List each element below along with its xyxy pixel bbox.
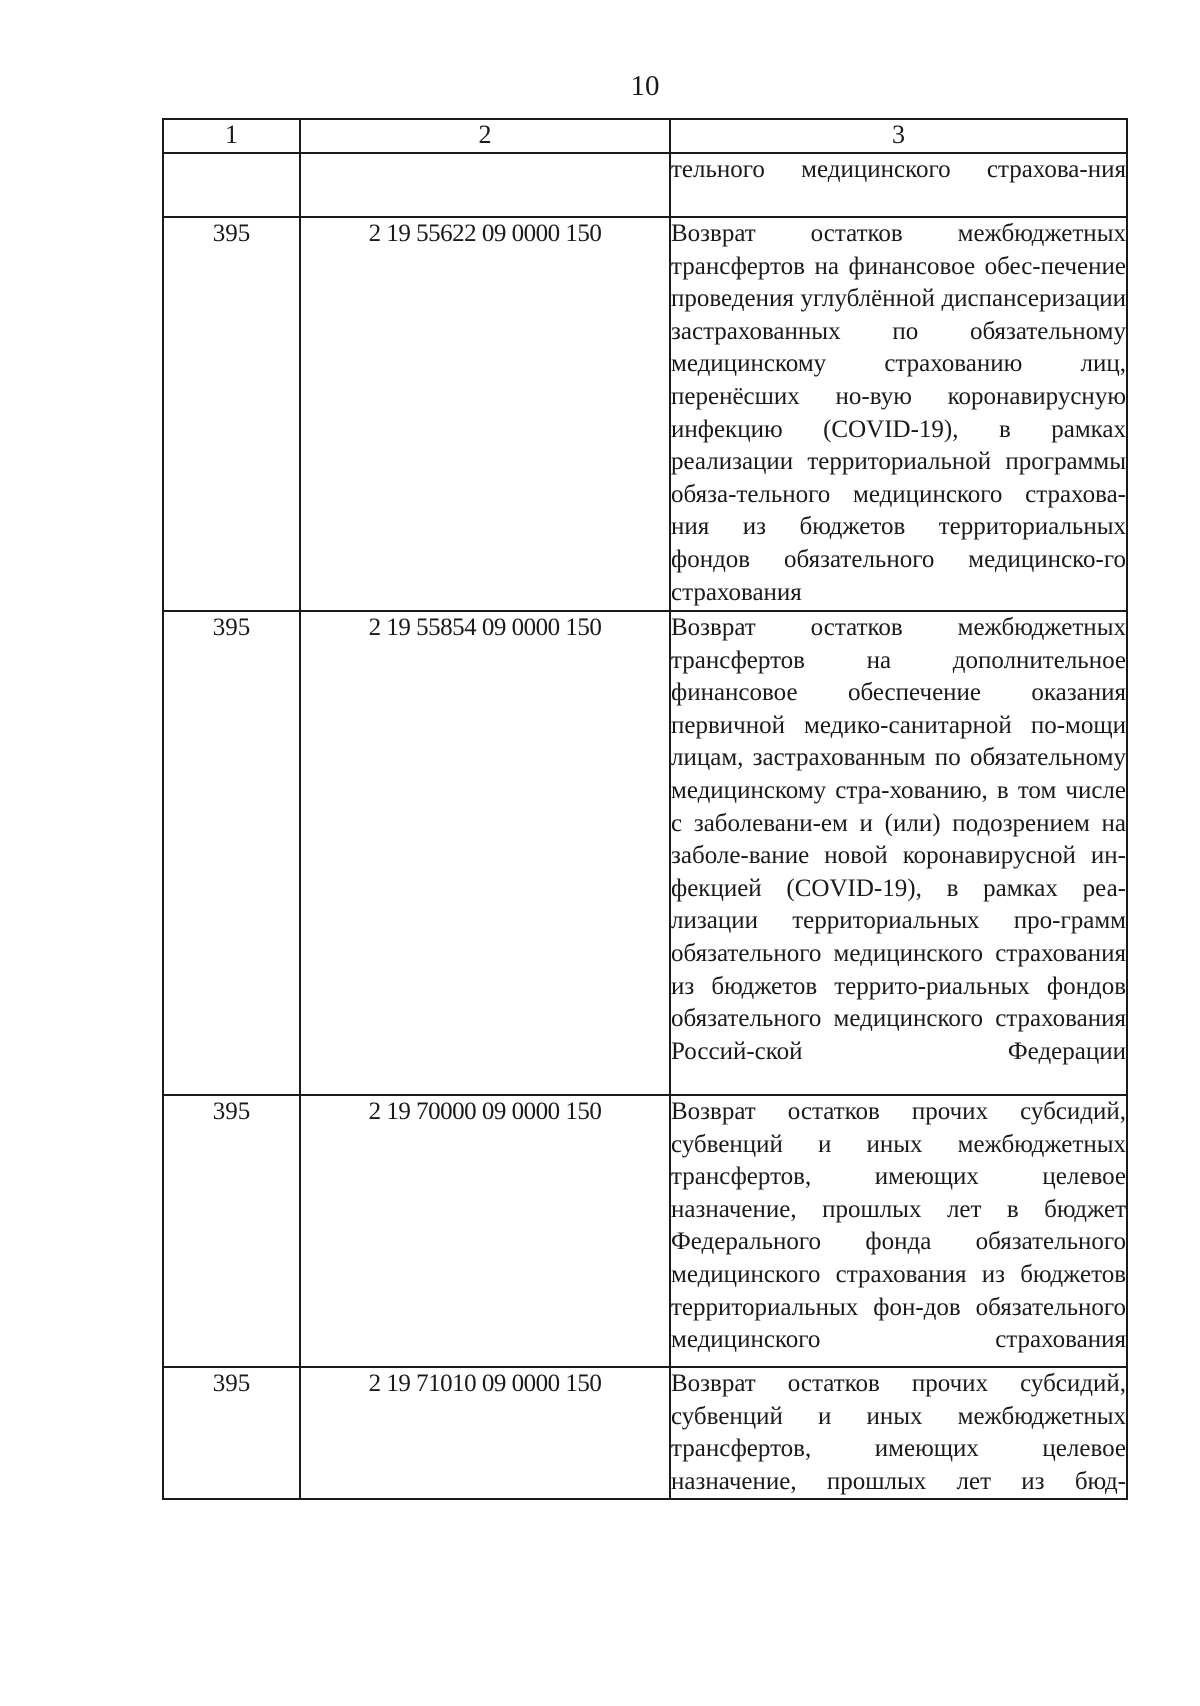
row-description-cell xyxy=(670,217,1127,611)
continuation-text: тельного медицинского страхова-ния xyxy=(671,156,1126,183)
continuation-text-cell xyxy=(670,153,1127,217)
row-code: 2 19 55854 09 0000 150 xyxy=(300,611,670,1095)
header-col-3: 3 xyxy=(670,119,1127,153)
budget-codes-table xyxy=(162,118,1128,1500)
row-description-cell xyxy=(670,1095,1127,1367)
row-number: 395 xyxy=(163,1095,300,1367)
page-number: 10 xyxy=(630,70,660,102)
row-number: 395 xyxy=(163,217,300,611)
table-row xyxy=(163,217,1127,611)
table-row-continuation xyxy=(163,153,1127,217)
table-row xyxy=(163,1367,1127,1499)
row-description: Возврат остатков прочих субсидий, субвенций и иных межбюджетных трансфертов, имеющих целевое назначение, прошлых лет из бюд- xyxy=(671,1370,1126,1495)
row-number: 395 xyxy=(163,611,300,1095)
row-code: 2 19 71010 09 0000 150 xyxy=(300,1367,670,1499)
row-code: 2 19 55622 09 0000 150 xyxy=(300,217,670,611)
continuation-num-cell xyxy=(163,153,300,217)
continuation-code-cell xyxy=(300,153,670,217)
row-description: Возврат остатков межбюджетных трансфертов на дополнительное финансовое обеспечение оказания первичной медико-санитарной по-мощи лицам, застрахованным по обязательному медицинскому стра-хованию, в том числе с заболевани-ем и (или) подозрением на заболе-вание новой коронавирусной ин-фекцией (COVID-19), в рамках реа-лизации территориальных про-грамм обязательного медицинского страхования из бюджетов террито-риальных фондов обязательного медицинского страхования Россий-ской Федерации xyxy=(671,614,1126,1065)
row-code: 2 19 70000 09 0000 150 xyxy=(300,1095,670,1367)
table-header-row xyxy=(163,119,1127,153)
row-description: Возврат остатков прочих субсидий, субвенций и иных межбюджетных трансфертов, имеющих целевое назначение, прошлых лет в бюджет Федерального фонда обязательного медицинского страхования из бюджетов территориальных фон-дов обязательного медицинского страхования xyxy=(671,1098,1126,1354)
row-description-cell xyxy=(670,1367,1127,1499)
header-col-1: 1 xyxy=(163,119,300,153)
row-description: Возврат остатков межбюджетных трансфертов на финансовое обес-печение проведения углублённой диспансеризации застрахованных по обязательному медицинскому страхованию лиц, перенёсших но-вую коронавирусную инфекцию (COVID-19), в рамках реализации территориальной программы обяза-тельного медицинского страхова-ния из бюджетов территориальных фондов обязательного медицинско-го страхования xyxy=(671,220,1126,606)
table-row xyxy=(163,611,1127,1095)
row-number: 395 xyxy=(163,1367,300,1499)
table-row xyxy=(163,1095,1127,1367)
header-col-2: 2 xyxy=(300,119,670,153)
row-description-cell xyxy=(670,611,1127,1095)
